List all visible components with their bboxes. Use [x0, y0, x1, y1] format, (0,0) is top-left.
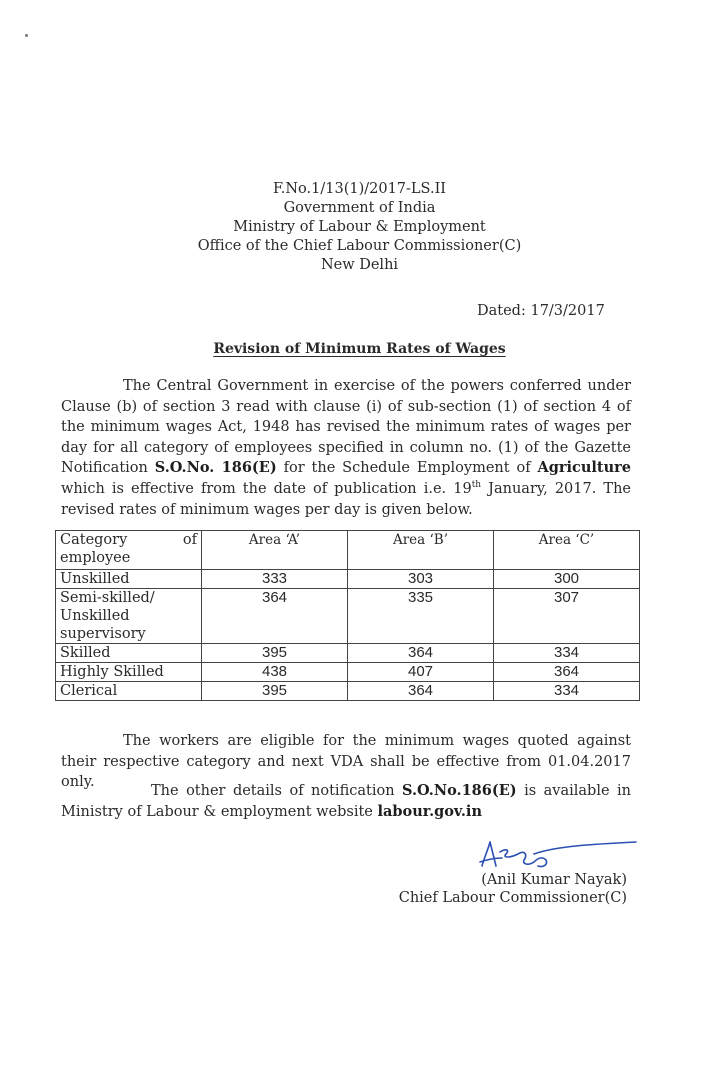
para1-text: The Central Government in exercise of the powers conferred under Clause (b) of section 3 read with clause (i) of sub-section (1) of section 4 of the minimum wages Act, 1948 has revised the minimum rates of wages per day for all category of employees specified in column no. (1) of the Gazette Notification — [61, 378, 631, 477]
cell-category: Highly Skilled — [56, 663, 202, 682]
header-area-a: Area ‘A’ — [202, 531, 348, 570]
header-text: of — [182, 532, 197, 548]
para3-text: is available in Ministry of Labour & employment website — [61, 783, 631, 820]
cell-area-c: 364 — [494, 663, 640, 682]
cell-category: Skilled — [56, 644, 202, 663]
cell-area-a: 395 — [202, 644, 348, 663]
cell-category: Clerical — [56, 682, 202, 701]
cell-area-b: 303 — [348, 570, 494, 589]
city-line: New Delhi — [320, 257, 399, 273]
cell-area-b: 335 — [348, 589, 494, 644]
cell-area-b: 407 — [348, 663, 494, 682]
table-header-row — [56, 531, 640, 570]
para1-text: for the Schedule Employment of — [276, 460, 538, 477]
signatory-designation: Chief Labour Commissioner(C) — [398, 890, 627, 906]
header-text: Category — [60, 532, 128, 548]
signatory-name: (Anil Kumar Nayak) — [481, 872, 627, 888]
para3-text: The other details of notification — [151, 783, 403, 799]
document-title: Revision of Minimum Rates of Wages — [213, 341, 506, 357]
paragraph-notification — [61, 376, 631, 520]
signature-icon — [476, 836, 641, 876]
wages-table — [55, 530, 640, 701]
table-row — [56, 570, 640, 589]
so-number: S.O.No. 186(E) — [154, 459, 277, 477]
office-line: Office of the Chief Labour Commissioner(C) — [197, 238, 522, 254]
website-link: labour.gov.in — [377, 802, 482, 820]
paragraph-details — [61, 781, 631, 822]
table-row — [56, 663, 640, 682]
cell-category: Semi-skilled/ Unskilled supervisory — [56, 589, 202, 644]
para2-text: The workers are eligible for the minimum wages quoted against their respective category and next VDA shall be effective from 01.04.2017 only. — [61, 733, 631, 791]
cell-area-c: 307 — [494, 589, 640, 644]
header-area-b: Area ‘B’ — [348, 531, 494, 570]
cell-area-c: 300 — [494, 570, 640, 589]
cell-area-c: 334 — [494, 644, 640, 663]
cell-area-b: 364 — [348, 644, 494, 663]
so-number: S.O.No.186(E) — [402, 782, 517, 799]
employment-agriculture: Agriculture — [537, 459, 632, 477]
para1-text: which is effective from the date of publication i.e. 19 — [61, 480, 472, 497]
ordinal-suffix: th — [471, 480, 482, 491]
cell-area-a: 438 — [202, 663, 348, 682]
header-text: employee — [60, 550, 131, 566]
ministry-line: Ministry of Labour & Employment — [233, 219, 486, 235]
cell-area-a: 364 — [202, 589, 348, 644]
cell-area-b: 364 — [348, 682, 494, 701]
date-line — [477, 303, 605, 319]
header-area-c: Area ‘C’ — [494, 531, 640, 570]
table-row — [56, 682, 640, 701]
cell-area-a: 395 — [202, 682, 348, 701]
table-row — [56, 644, 640, 663]
date-label: Dated: — [477, 303, 526, 319]
file-number: F.No.1/13(1)/2017-LS.II — [272, 181, 447, 197]
cell-category: Unskilled — [56, 570, 202, 589]
cell-area-a: 333 — [202, 570, 348, 589]
table-row — [56, 589, 640, 644]
government-line: Government of India — [283, 200, 436, 216]
scan-speck — [25, 34, 28, 37]
header-category — [56, 531, 202, 570]
date-value: 17/3/2017 — [530, 303, 605, 319]
cell-area-c: 334 — [494, 682, 640, 701]
para1-text: January, 2017. The revised rates of minimum wages per day is given below. — [61, 480, 631, 518]
